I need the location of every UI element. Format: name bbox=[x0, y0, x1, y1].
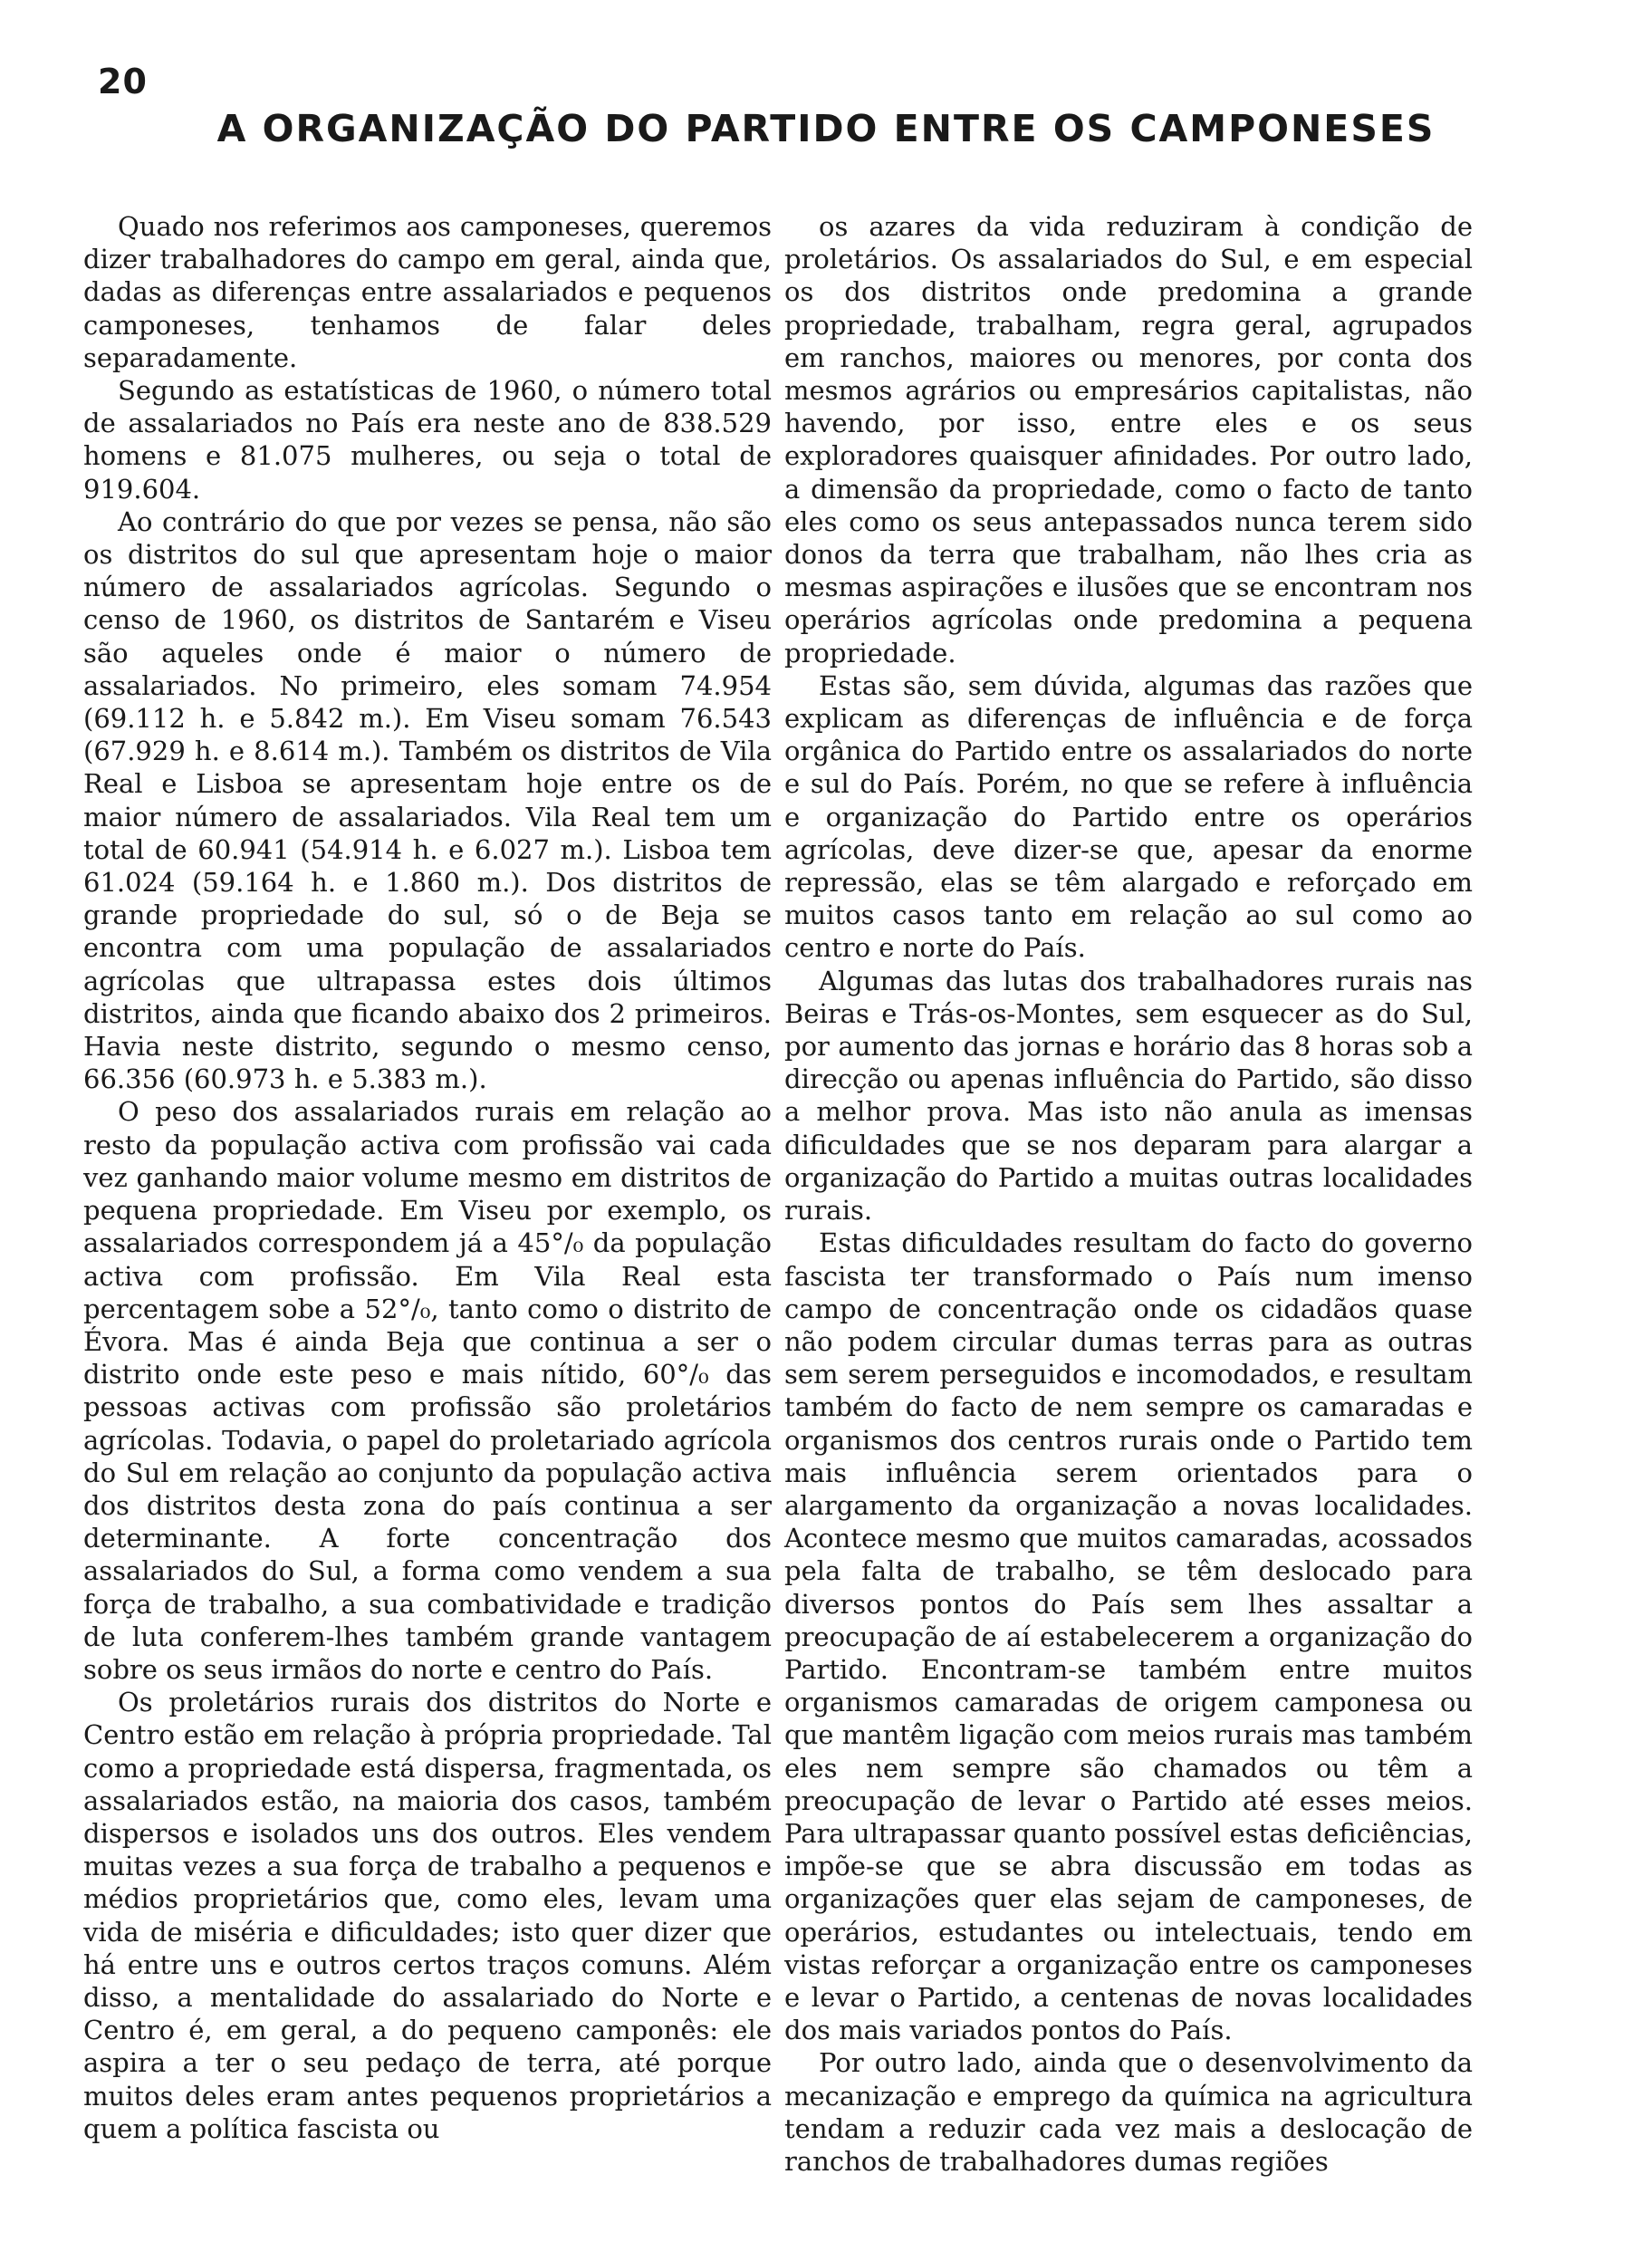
paragraph: Estas são, sem dúvida, algumas das razões que explicam as diferenças de influência e de força orgânica do Partido entre os assalariados do norte e sul do País. Porém, no que se refere à influência e organização do Partido entre os operários agrícolas, deve dizer-se que, apesar da enorme repressão, elas se têm alargado e reforçado em muitos casos tanto em relação ao sul como ao centro e norte do País. bbox=[784, 669, 1473, 964]
paragraph: Estas dificuldades resultam do facto do governo fascista ter transformado o País num imenso campo de concentração onde os cidadãos quase não podem circular dumas terras para as outras sem serem perseguidos e incomodados, e resultam também do facto de nem sempre os camaradas e organismos dos centros rurais onde o Partido tem mais influência serem orientados para o alargamento da organização a novas localidades. Acontece mesmo que muitos camaradas, acossados pela falta de trabalho, se têm deslocado para diversos pontos do País sem lhes assaltar a preocupação de aí estabelecerem a organização do Partido. Encontram-se também entre muitos organismos camaradas de origem camponesa ou que mantêm ligação com meios rurais mas também eles nem sempre são chamados ou têm a preocupação de levar o Partido até esses meios. Para ultrapassar quanto possível estas deficiências, impõe-se que se abra discussão em todas as organizações quer elas sejam de camponeses, de operários, estudantes ou intelectuais, tendo em vistas reforçar a organização entre os camponeses e levar o Partido, a centenas de novas localidades dos mais variados pontos do País. bbox=[784, 1227, 1473, 2046]
paragraph: Ao contrário do que por vezes se pensa, não são os distritos do sul que apresentam hoje o maior número de assalariados agrícolas. Segundo o censo de 1960, os distritos de Santarém e Viseu são aqueles onde é maior o número de assalariados. No primeiro, eles somam 74.954 (69.112 h. e 5.842 m.). Em Viseu somam 76.543 (67.929 h. e 8.614 m.). Também os distritos de Vila Real e Lisboa se apresentam hoje entre os de maior número de assalariados. Vila Real tem um total de 60.941 (54.914 h. e 6.027 m.). Lisboa tem 61.024 (59.164 h. e 1.860 m.). Dos distritos de grande propriedade do sul, só o de Beja se encontra com uma população de assalariados agrícolas que ultrapassa estes dois últimos distritos, ainda que ficando abaixo dos 2 primeiros. Havia neste distrito, segundo o mesmo censo, 66.356 (60.973 h. e 5.383 m.). bbox=[83, 505, 772, 1095]
left-column bbox=[83, 210, 772, 2145]
paragraph: Quado nos referimos aos camponeses, queremos dizer trabalhadores do campo em geral, ainda que, dadas as diferenças entre assalariados e pequenos camponeses, tenhamos de falar deles separadamente. bbox=[83, 211, 772, 373]
page-number: 20 bbox=[98, 62, 148, 101]
right-column bbox=[784, 210, 1473, 2178]
page-title: A ORGANIZAÇÃO DO PARTIDO ENTRE OS CAMPONESES bbox=[216, 107, 1436, 150]
paragraph: Algumas das lutas dos trabalhadores rurais nas Beiras e Trás-os-Montes, sem esquecer as do Sul, por aumento das jornas e horário das 8 horas sob a direcção ou apenas influência do Partido, são disso a melhor prova. Mas isto não anula as imensas dificuldades que se nos deparam para alargar a organização do Partido a muitas outras localidades rurais. bbox=[784, 965, 1473, 1227]
paragraph: Segundo as estatísticas de 1960, o número total de assalariados no País era neste ano de 838.529 homens e 81.075 mulheres, ou seja o total de 919.604. bbox=[83, 375, 772, 505]
paragraph: os azares da vida reduziram à condição de proletários. Os assalariados do Sul, e em especial os dos distritos onde predomina a grande propriedade, trabalham, regra geral, agrupados em ranchos, maiores ou menores, por conta dos mesmos agrários ou empresários capitalistas, não havendo, por isso, entre eles e os seus exploradores quaisquer afinidades. Por outro lado, a dimensão da propriedade, como o facto de tanto eles como os seus antepassados nunca terem sido donos da terra que trabalham, não lhes cria as mesmas aspirações e ilusões que se encontram nos operários agrícolas onde predomina a pequena propriedade. bbox=[784, 211, 1473, 669]
paragraph: Os proletários rurais dos distritos do Norte e Centro estão em relação à própria propriedade. Tal como a propriedade está dispersa, fragmentada, os assalariados estão, na maioria dos casos, também dispersos e isolados uns dos outros. Eles vendem muitas vezes a sua força de trabalho a pequenos e médios proprietários que, como eles, levam uma vida de miséria e dificuldades; isto quer dizer que há entre uns e outros certos traços comuns. Além disso, a mentalidade do assalariado do Norte e Centro é, em geral, a do pequeno camponês: ele aspira a ter o seu pedaço de terra, até porque muitos deles eram antes pequenos proprietários a quem a política fascista ou bbox=[83, 1687, 772, 2144]
paragraph: Por outro lado, ainda que o desenvolvimento da mecanização e emprego da química na agricultura tendam a reduzir cada vez mais a deslocação de ranchos de trabalhadores dumas regiões bbox=[784, 2047, 1473, 2177]
paragraph: O peso dos assalariados rurais em relação ao resto da população activa com profissão vai cada vez ganhando maior volume mesmo em distritos de pequena propriedade. Em Viseu por exemplo, os assalariados correspondem já a 45°/₀ da população activa com profissão. Em Vila Real esta percentagem sobe a 52°/₀, tanto como o distrito de Évora. Mas é ainda Beja que continua a ser o distrito onde este peso e mais nítido, 60°/₀ das pessoas activas com profissão são proletários agrícolas. Todavia, o papel do proletariado agrícola do Sul em relação ao conjunto da população activa dos distritos desta zona do país continua a ser determinante. A forte concentração dos assalariados do Sul, a forma como vendem a sua força de trabalho, a sua combatividade e tradição de luta conferem-lhes também grande vantagem sobre os seus irmãos do norte e centro do País. bbox=[83, 1096, 772, 1685]
